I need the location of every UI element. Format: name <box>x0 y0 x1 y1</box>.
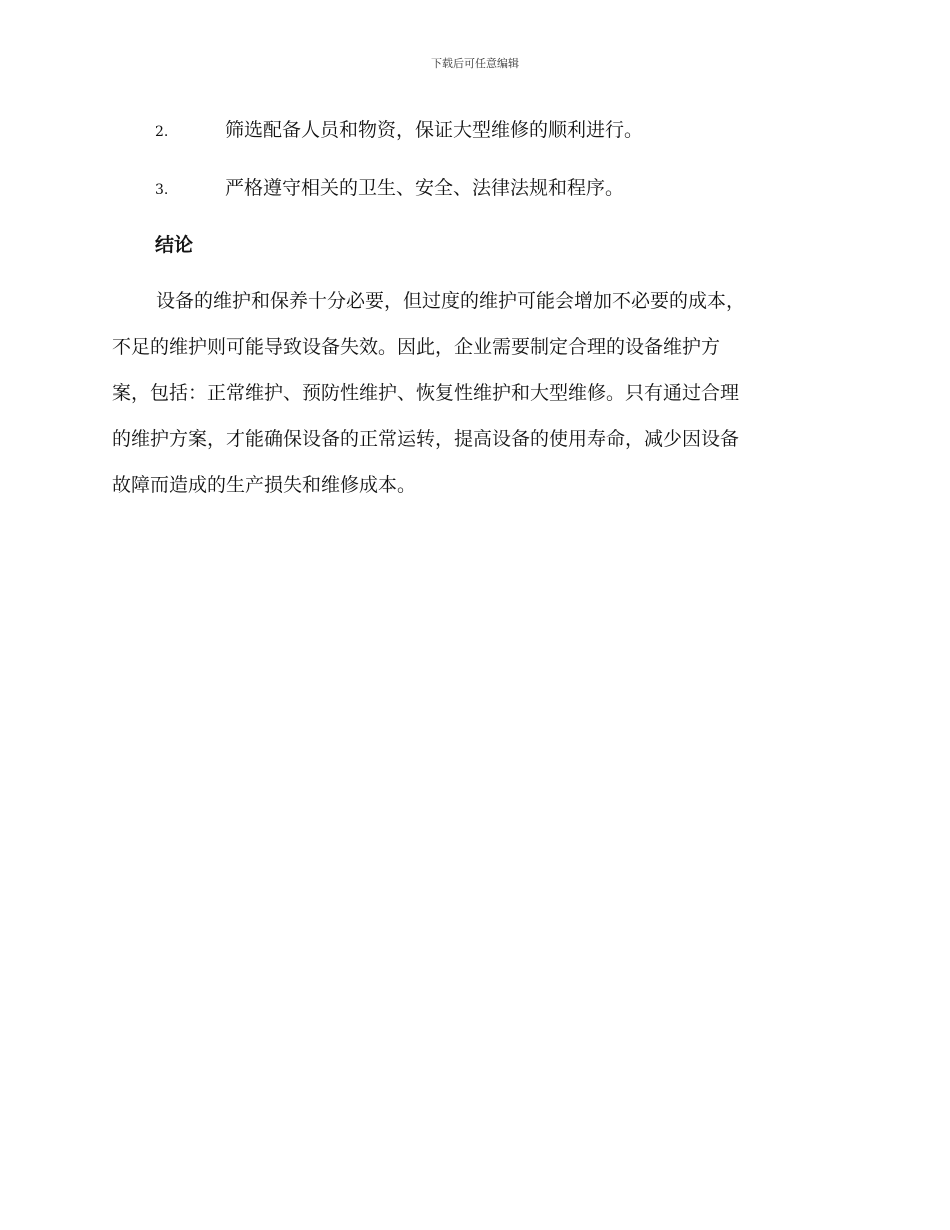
paragraph-line: 案，包括：正常维护、预防性维护、恢复性维护和大型维修。只有通过合理 <box>112 382 740 404</box>
list-item <box>155 116 855 146</box>
list-item-text: 严格遵守相关的卫生、安全、法律法规和程序。 <box>225 177 625 199</box>
conclusion-heading: 结论 <box>155 234 194 256</box>
paragraph-line: 不足的维护则可能导致设备失效。因此，企业需要制定合理的设备维护方 <box>112 336 721 358</box>
list-item-text: 筛选配备人员和物资，保证大型维修的顺利进行。 <box>225 119 644 141</box>
conclusion-paragraph <box>112 278 832 508</box>
page-header-note: 下载后可任意编辑 <box>431 57 519 70</box>
list-item-number: 2. <box>155 124 169 140</box>
paragraph-line: 设备的维护和保养十分必要，但过度的维护可能会增加不必要的成本， <box>156 290 746 312</box>
list-item-number: 3. <box>155 182 169 198</box>
paragraph-line: 故障而造成的生产损失和维修成本。 <box>112 474 417 496</box>
list-item <box>155 174 855 204</box>
paragraph-line: 的维护方案，才能确保设备的正常运转，提高设备的使用寿命，减少因设备 <box>112 428 740 450</box>
